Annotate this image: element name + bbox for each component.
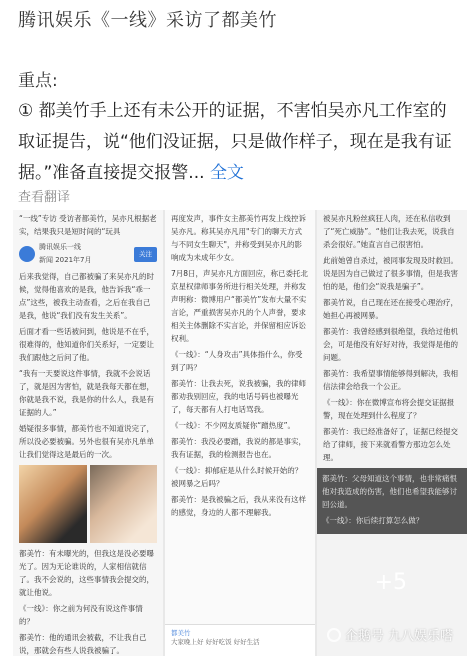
tile-text: 7月8日，声吴亦凡方面回应，称已委托北京星权律师事务所进行相关处理，并称发声明称：微博用户“都美竹”发布大量不实言论，严重损害吴亦凡的个人声誉，要求相关主体删除不实言论，并保留相应诉讼权利。	[171, 269, 309, 343]
watermark	[327, 625, 453, 644]
tile-text: 都美竹：我没必要蹭，我说的都是事实，我有证据，我的检测报告也在。	[171, 437, 306, 459]
tile-text: “一线”专访 受访者都美竹，吴亦凡根据老实，结果我只是短时间的“玩具	[19, 214, 157, 236]
watermark-text: 企鹅号 九八娱乐嗒	[344, 629, 453, 644]
tile-text: 《一线》：“人身攻击”具体指什么，你受到了吗？	[171, 350, 303, 372]
penguin-logo-icon	[327, 628, 341, 642]
image-grid[interactable]	[13, 210, 467, 656]
image-tile-1[interactable]	[13, 210, 163, 656]
source-card	[19, 242, 157, 266]
tile-text: 都美竹：我曾经感到很绝望，我给过他机会，可是他没有好好对待，我觉得是他的问题。	[323, 327, 458, 362]
tile-text: 被吴亦凡粉丝疯狂人肉，还在私信收到了“死亡威胁”。“他们让我去死，说我自杀会很好。”她直言自己很害怕。	[323, 214, 455, 249]
read-more-link[interactable]: 全文	[209, 163, 244, 183]
source-logo-icon	[19, 246, 35, 262]
post-body-text: ① 都美竹手上还有未公开的证据，不害怕吴亦凡工作室的取证提告，说“他们没证据，只是做作样子，现在是我有证据。”准备直接提交报警...	[18, 101, 452, 183]
tile-text: 再度发声，事件女主都美竹再发上线控诉吴亦凡。称其吴亦凡用"专门的聊天方式与不同女生聊天"，并称受到吴亦凡的影响成为未成年少女。	[171, 214, 306, 262]
tile-text: 婚疑很多事情，都美竹也不知道说完了，所以没必要被骗。另外也很有吴亦凡单单让我们觉得这是最后的一次。	[19, 424, 154, 459]
translate-link[interactable]: 查看翻译	[18, 190, 71, 205]
tile-text: 都美竹：是我被骗之后，我从来没有这样的感觉，身边的人都不理解我。	[171, 495, 306, 517]
tile-text: 都美竹：他的通讯会被截，不让我自己说，那就会有些人说我被骗了。	[19, 633, 147, 655]
photo	[19, 465, 157, 543]
more-images-count[interactable]: +5	[374, 570, 407, 595]
tile-text: 都美竹：让我去死，说我被骗，我的律师都劝我别回应，我的电话号码也被曝光了，每天都有人打电话骂我。	[171, 379, 306, 414]
tile-text: 《一线》：你之前为何没有说这件事情的？	[19, 604, 143, 626]
dark-overlay-block	[317, 468, 467, 534]
tile-text: 都美竹：有未曝光的，但我这是没必要曝光了。因为无论谁说的，人家相信就信了。我不会说的，这些事情我会提交的，就让他说。	[19, 549, 154, 597]
tile-text: 《一线》：你后续打算怎么做？	[322, 516, 424, 525]
tile-text: “我有一天要说这件事情，我就不会说话了，就是因为害怕，就是我每天都在想，你就是我不说，我是你的什么人，我是有证据的人。”	[19, 369, 154, 417]
tile-text: 后面才看一些话被问到，他说是不在乎，很难得的，他知道你们关系好，一定要让我们跟他之后问了他。	[19, 327, 154, 362]
tile-text: 此前她曾自杀过，被同事发现及时救回。说是因为自己做过了很多事情，但是我害怕的是，他们会“说我是骗子”。	[323, 256, 458, 291]
comment-text: 大家晚上好 好好吃饭 好好生活	[171, 638, 260, 646]
photo-right	[90, 465, 158, 543]
photo-left	[19, 465, 87, 543]
tile-text: 都美竹说，自己现在还在接受心理治疗，她担心再被网暴。	[323, 298, 458, 320]
comment-user: 都美竹	[171, 629, 191, 637]
tile-text: 《一线》：抑郁症是从什么时候开始的？被网暴之后吗？	[171, 466, 303, 488]
follow-button: 关注	[134, 247, 157, 262]
tile-text: 都美竹：我希望事情能够得到解决，我相信法律会给我一个公正。	[323, 369, 458, 391]
source-name: 腾讯娱乐一线 新闻 2021年7月	[39, 243, 92, 264]
post-headline: 腾讯娱乐《一线》采访了都美竹	[18, 10, 277, 31]
tile-text: 《一线》：你在微博宣布将会提交证据报警，现在处理到什么程度了？	[323, 398, 455, 420]
post-body	[18, 96, 458, 189]
tile-text: 《一线》：不少网友质疑你“蹭热度”。	[171, 421, 296, 430]
tile-text: 后来我觉得，自己都被骗了来吴亦凡的时候，觉得他喜欢的是我，他告诉我“乖一点”这些，被我主动查看，之后在我自己是我，他说“我们没有发生关系”。	[19, 272, 154, 320]
keypoint-label: 重点:	[18, 71, 58, 91]
tile-text: 都美竹：我已经准备好了，证据已经提交给了律师，接下来就看警方那边怎么处理。	[323, 427, 458, 462]
image-tile-2[interactable]	[165, 210, 315, 656]
tile-text: 都美竹：父母知道这个事情，也非常痛恨他对我造成的伤害，他们也希望我能够讨回公道。	[322, 474, 457, 509]
comment-strip	[165, 624, 315, 656]
